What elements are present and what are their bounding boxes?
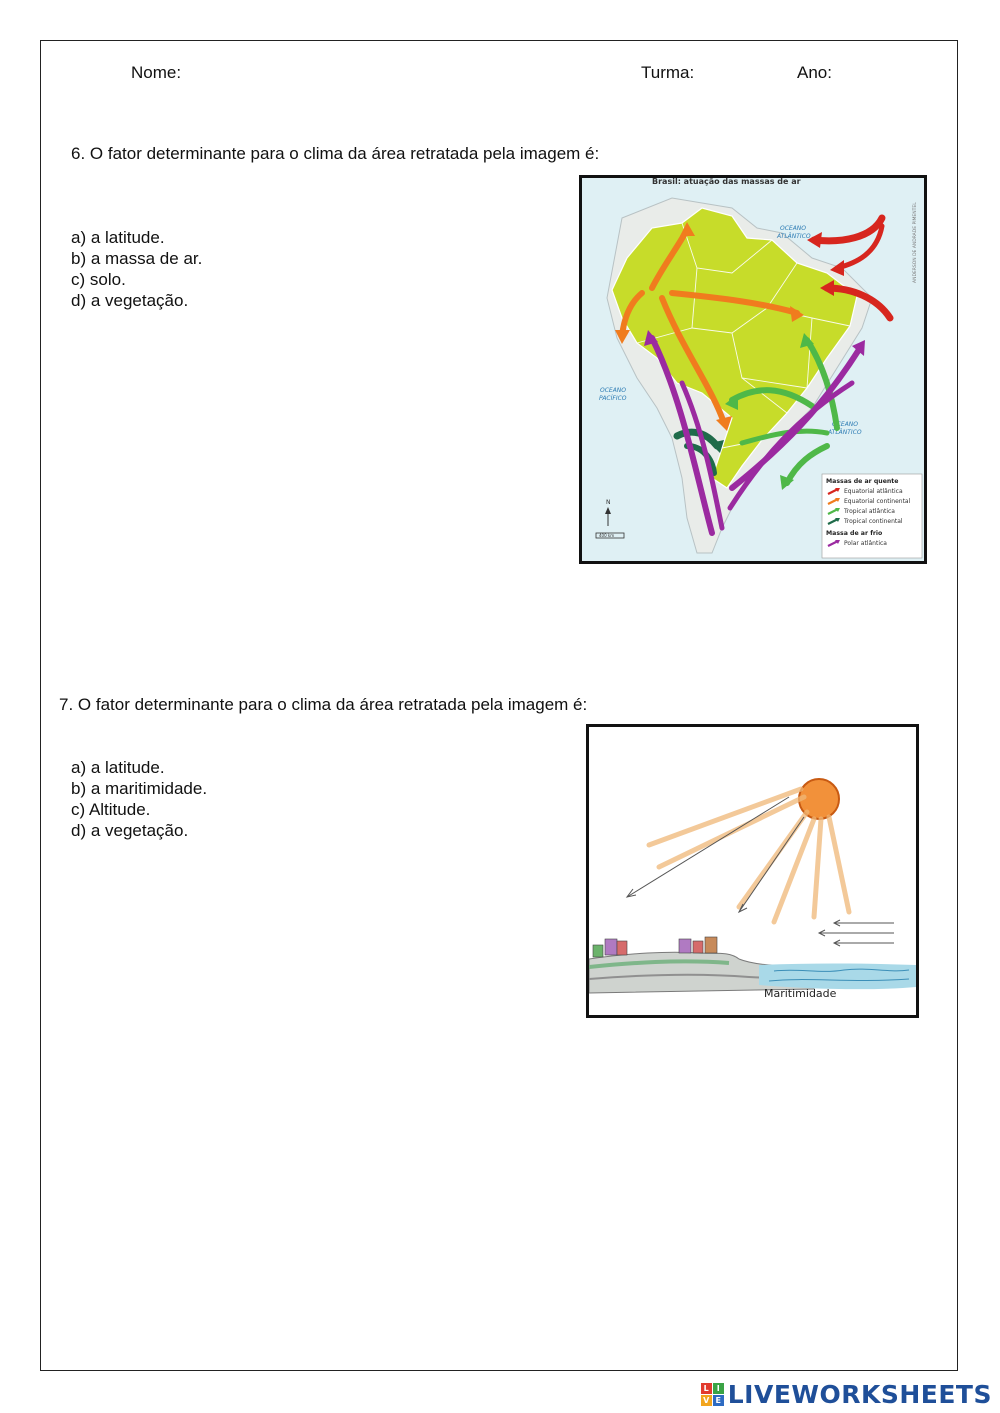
logo-letter-e: E [713,1395,724,1406]
question-6-prompt: 6. O fator determinante para o clima da área retratada pela imagem é: [71,144,600,163]
year-label: Ano: [797,63,832,82]
logo-mark-icon [701,1383,724,1406]
ocean-atlantic-label-1a: OCEANO [780,225,807,232]
ocean-atlantic-label-1b: ATLÂNTICO [777,233,811,240]
ocean-pacific-label-a: OCEANO [600,387,627,394]
legend-warm-item-2-label: Tropical atlântica [844,508,895,515]
question-7-option-a[interactable]: a) a latitude. [71,758,165,777]
question-7-option-c[interactable]: c) Altitude. [71,800,151,819]
brand-name: LIVEWORKSHEETS [727,1379,992,1409]
legend-cold-item-0-label: Polar atlântica [844,540,887,547]
name-label: Nome: [131,63,182,82]
logo-letter-l: L [701,1383,712,1394]
question-6-option-b[interactable]: b) a massa de ar. [71,249,203,268]
legend-cold-title: Massa de ar frio [826,530,883,537]
question-7-option-b[interactable]: b) a maritimidade. [71,779,208,798]
question-6-option-d[interactable]: d) a vegetação. [71,291,189,310]
air-masses-map [582,178,924,561]
class-label: Turma: [641,63,695,82]
legend-warm-title: Massas de ar quente [826,478,899,485]
air-masses-map-figure [579,175,927,564]
question-7-option-d[interactable]: d) a vegetação. [71,821,189,840]
maritimity-drawing [589,727,916,1015]
scale-label: 400 km [599,533,615,538]
ocean-atlantic-label-2b: ATLÂNTICO [828,429,862,436]
legend-warm-item-0-label: Equatorial atlântica [844,488,903,495]
question-6-option-c[interactable]: c) solo. [71,270,126,289]
map-legend [822,474,922,558]
maritimity-caption: Maritimidade [764,987,837,1000]
ocean-atlantic-label-2a: OCEANO [832,421,859,428]
legend-warm-item-3-label: Tropical continental [844,518,903,525]
map-title: Brasil: atuação das massas de ar [652,178,801,186]
liveworksheets-logo [701,1378,992,1410]
worksheet-page [40,40,958,1371]
north-label: N [606,499,611,506]
question-6-option-a[interactable]: a) a latitude. [71,228,165,247]
legend-warm-item-1-label: Equatorial continental [844,498,911,505]
question-7-prompt: 7. O fator determinante para o clima da área retratada pela imagem é: [59,695,588,714]
maritimity-figure [586,724,919,1018]
ocean-pacific-label-b: PACÍFICO [599,395,627,402]
map-credit: ANDERSON DE ANDRADE PIMENTEL [913,202,918,283]
logo-letter-v: V [701,1395,712,1406]
logo-letter-i: I [713,1383,724,1394]
